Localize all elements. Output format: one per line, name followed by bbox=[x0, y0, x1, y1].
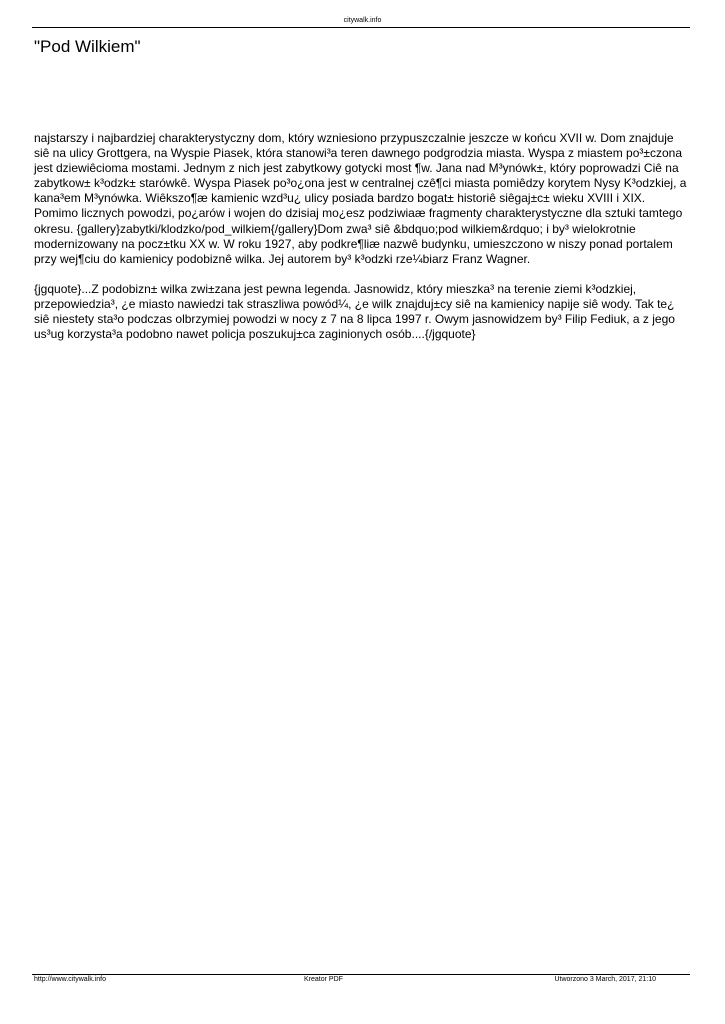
article-paragraph: najstarszy i najbardziej charakterystyczny dom, który wzniesiono przypuszczalnie jeszcze w końcu XVII w. Dom znajduje siê na ulicy Grottgera, na Wyspie Piasek, która stanowi³a teren dawnego podgrodzia miasta. Wyspa z miastem po³±czona jest dziewiêcioma mostami. Jednym z nich jest zabytkowy gotycki most ¶w. Jana nad M³ynówk±, który poprowadzi Ciê na zabytkow± k³odzk± starówkê. Wyspa Piasek po³o¿ona jest w centralnej czê¶ci miasta pomiêdzy korytem Nysy K³odzkiej, a kana³em M³ynówka. Wiêkszo¶æ kamienic wzd³u¿ ulicy posiada bardzo bogat± historiê siêgaj±c± wieku XVIII i XIX. Pomimo licznych powodzi, po¿arów i wojen do dzisiaj mo¿esz podziwiaæ fragmenty charakterystyczne dla sztuki tamtego okresu. {gallery}zabytki/klodzko/pod_wilkiem{/gallery}Dom zwa³ siê &bdquo;pod wilkiem&rdquo; i by³ wielokrotnie modernizowany na pocz±tku XX w. W roku 1927, aby podkre¶liæ nazwê budynku, umieszczono w niszy ponad portalem przy wej¶ciu do kamienicy podobiznê wilka. Jej autorem by³ k³odzki rze¼biarz Franz Wagner. bbox=[34, 131, 687, 266]
footer-generator: Kreator PDF bbox=[304, 976, 343, 983]
site-header: citywalk.info bbox=[343, 17, 382, 24]
page-title: "Pod Wilkiem" bbox=[34, 37, 141, 56]
footer-divider bbox=[32, 974, 690, 975]
footer-created-date: Utworzono 3 March, 2017, 21:10 bbox=[554, 976, 656, 983]
article-paragraph-quote: {jgquote}...Z podobizn± wilka zwi±zana jest pewna legenda. Jasnowidz, który mieszka³ na terenie ziemi k³odzkiej, przepowiedzia³, ¿e miasto nawiedzi tak straszliwa powód¼, ¿e wilk znajduj±cy siê na kamienicy napije siê wody. Tak te¿ siê niestety sta³o podczas olbrzymiej powodzi w nocy z 7 na 8 lipca 1997 r. Owym jasnowidzem by³ Filip Fediuk, a z jego us³ug korzysta³a podobno nawet policja poszukuj±ca zaginionych osób....{/jgquote} bbox=[34, 281, 675, 342]
article-body bbox=[34, 131, 690, 357]
footer-url: http://www.citywalk.info bbox=[34, 976, 106, 983]
header-divider bbox=[32, 27, 690, 28]
